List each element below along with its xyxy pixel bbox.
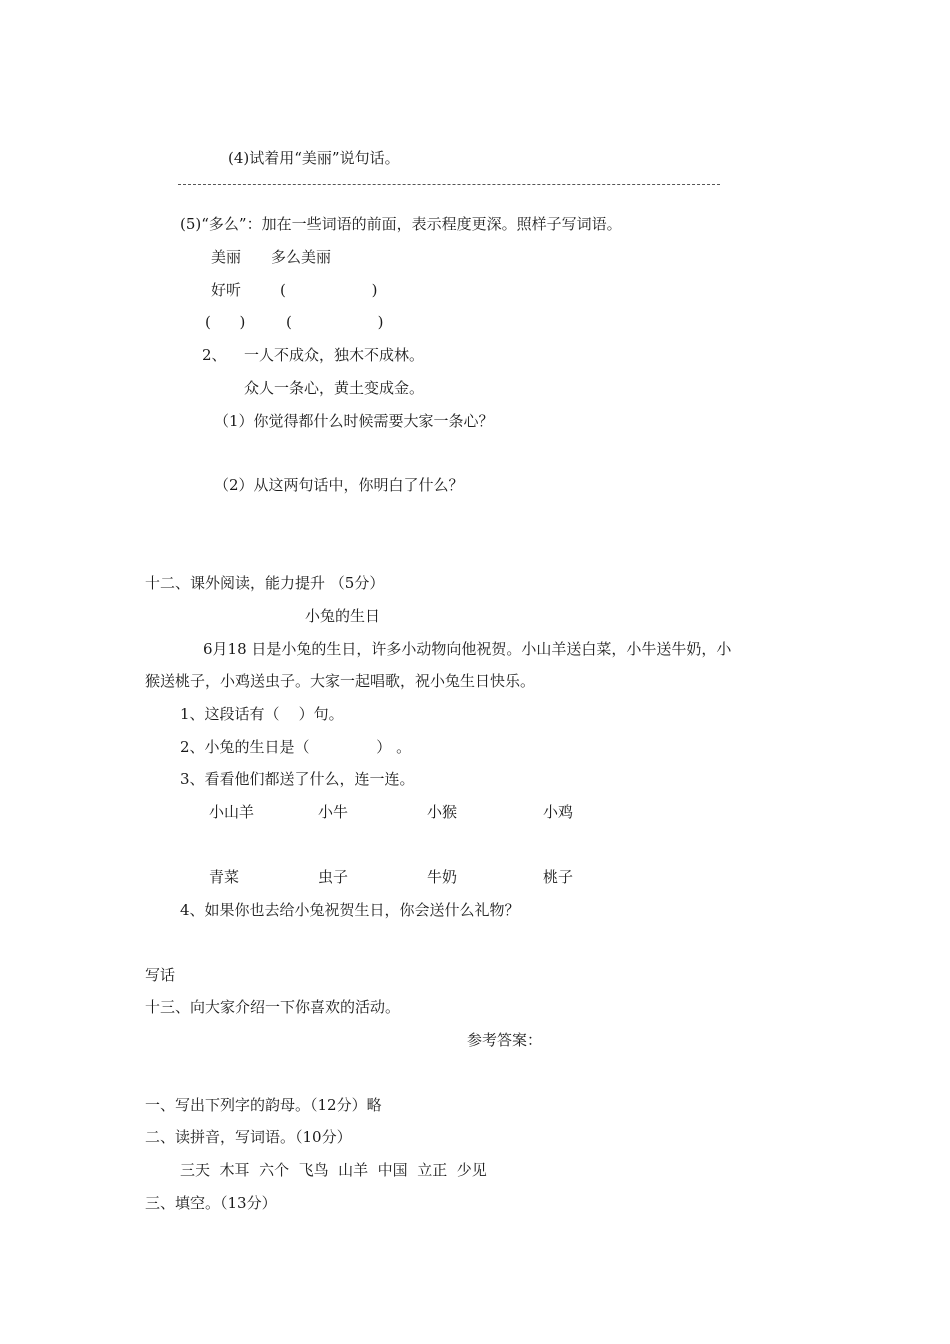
animal-calf: 小牛 [318, 803, 349, 821]
animal-goat: 小山羊 [209, 803, 255, 821]
gift-peach: 桃子 [543, 868, 574, 886]
animal-chick: 小鸡 [543, 803, 574, 821]
writing-label: 写话 [145, 966, 176, 984]
story-title: 小兔的生日 [305, 607, 381, 625]
answer-1: 一、写出下列字的韵母。（12分）略 [145, 1096, 382, 1114]
reading-question-2: 2、小兔的生日是（ ） 。 [180, 738, 412, 756]
question-5: (5)“多么”：加在一些词语的前面，表示程度更深。照样子写词语。 [180, 215, 622, 233]
gift-greens: 青菜 [209, 868, 240, 886]
item-2-number: 2、 [202, 346, 227, 364]
animal-monkey: 小猴 [427, 803, 458, 821]
answers-title: 参考答案： [467, 1031, 543, 1049]
section-12-heading: 十二、课外阅读，能力提升 （5分） [145, 574, 385, 592]
reading-question-1: 1、这段话有（ ）句。 [180, 705, 344, 723]
gift-milk: 牛奶 [427, 868, 458, 886]
answer-2: 二、读拼音，写词语。（10分） [145, 1128, 352, 1146]
sub-question-2: （2）从这两句话中，你明白了什么？ [214, 476, 464, 494]
question-4: (4)试着用“美丽”说句话。 [228, 149, 400, 167]
blank-word: ( ) [205, 313, 246, 331]
gift-bugs: 虫子 [318, 868, 349, 886]
answer-2-words: 三天 木耳 六个 飞鸟 山羊 中国 立正 少见 [180, 1161, 487, 1179]
answer-line [178, 184, 720, 185]
proverb-line-1: 一人不成众，独木不成林。 [244, 346, 425, 364]
story-paragraph-line-1: 6月18 日是小兔的生日，许多小动物向他祝贺。小山羊送白菜，小牛送牛奶，小 [203, 640, 732, 658]
reading-question-4: 4、如果你也去给小兔祝贺生日，你会送什么礼物？ [180, 901, 520, 919]
blank-answer: ( ) [286, 313, 384, 331]
blank-haoting: ( ) [280, 281, 378, 299]
example-answer: 多么美丽 [271, 248, 332, 266]
answer-3: 三、填空。（13分） [145, 1194, 277, 1212]
reading-question-3: 3、看看他们都送了什么，连一连。 [180, 770, 415, 788]
story-paragraph-line-2: 猴送桃子，小鸡送虫子。大家一起唱歌，祝小兔生日快乐。 [145, 672, 536, 690]
proverb-line-2: 众人一条心，黄土变成金。 [244, 379, 425, 397]
word-haoting: 好听 [211, 281, 242, 299]
section-13-heading: 十三、向大家介绍一下你喜欢的活动。 [145, 998, 401, 1016]
example-word: 美丽 [211, 248, 242, 266]
sub-question-1: （1）你觉得都什么时候需要大家一条心？ [214, 412, 494, 430]
